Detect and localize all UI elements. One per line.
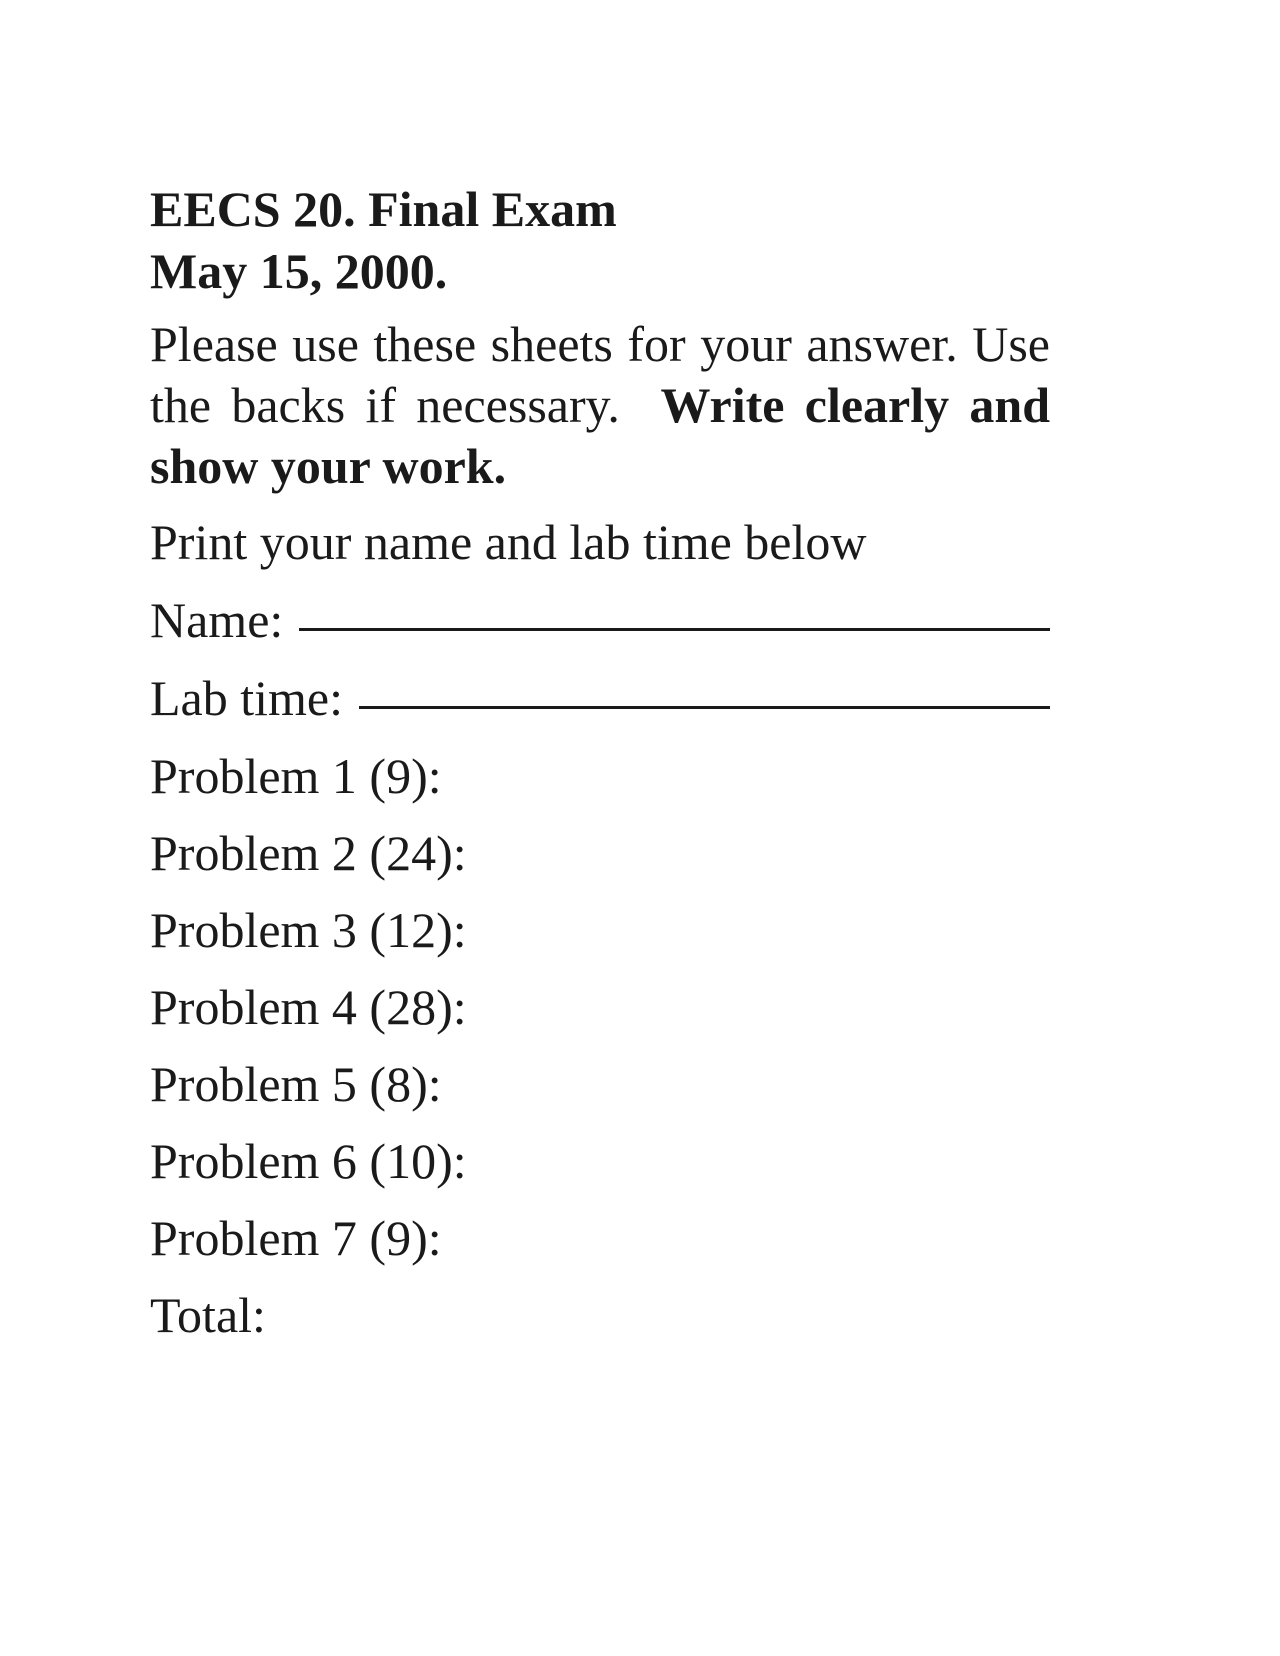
instructions-emphasis: Write clearly and show your work. (150, 377, 1051, 494)
exam-cover-page (150, 178, 1050, 1361)
name-blank-line[interactable] (299, 628, 1050, 631)
score-row-problem-5: Problem 5 (8): (150, 1056, 442, 1112)
score-row-total: Total: (150, 1287, 266, 1343)
score-row-problem-2: Problem 2 (24): (150, 825, 467, 881)
exam-title: EECS 20. Final Exam (150, 181, 617, 237)
name-label: Name: (150, 592, 284, 648)
score-row-problem-3: Problem 3 (12): (150, 902, 467, 958)
lab-time-label: Lab time: (150, 670, 343, 726)
lab-time-field-row (150, 667, 1050, 729)
exam-date: May 15, 2000. (150, 243, 448, 299)
instructions-paragraph (150, 314, 1050, 497)
score-row-problem-7: Problem 7 (9): (150, 1210, 442, 1266)
score-row-problem-6: Problem 6 (10): (150, 1133, 467, 1189)
instructions-text: Please use these sheets for your answer. Use the backs if necessary. (150, 316, 1050, 433)
score-row-problem-1: Problem 1 (9): (150, 748, 442, 804)
print-prompt: Print your name and lab time below (150, 514, 867, 570)
score-list (150, 745, 1050, 1346)
lab-time-blank-line[interactable] (359, 706, 1050, 709)
score-row-problem-4: Problem 4 (28): (150, 979, 467, 1035)
name-field-row (150, 589, 1050, 651)
